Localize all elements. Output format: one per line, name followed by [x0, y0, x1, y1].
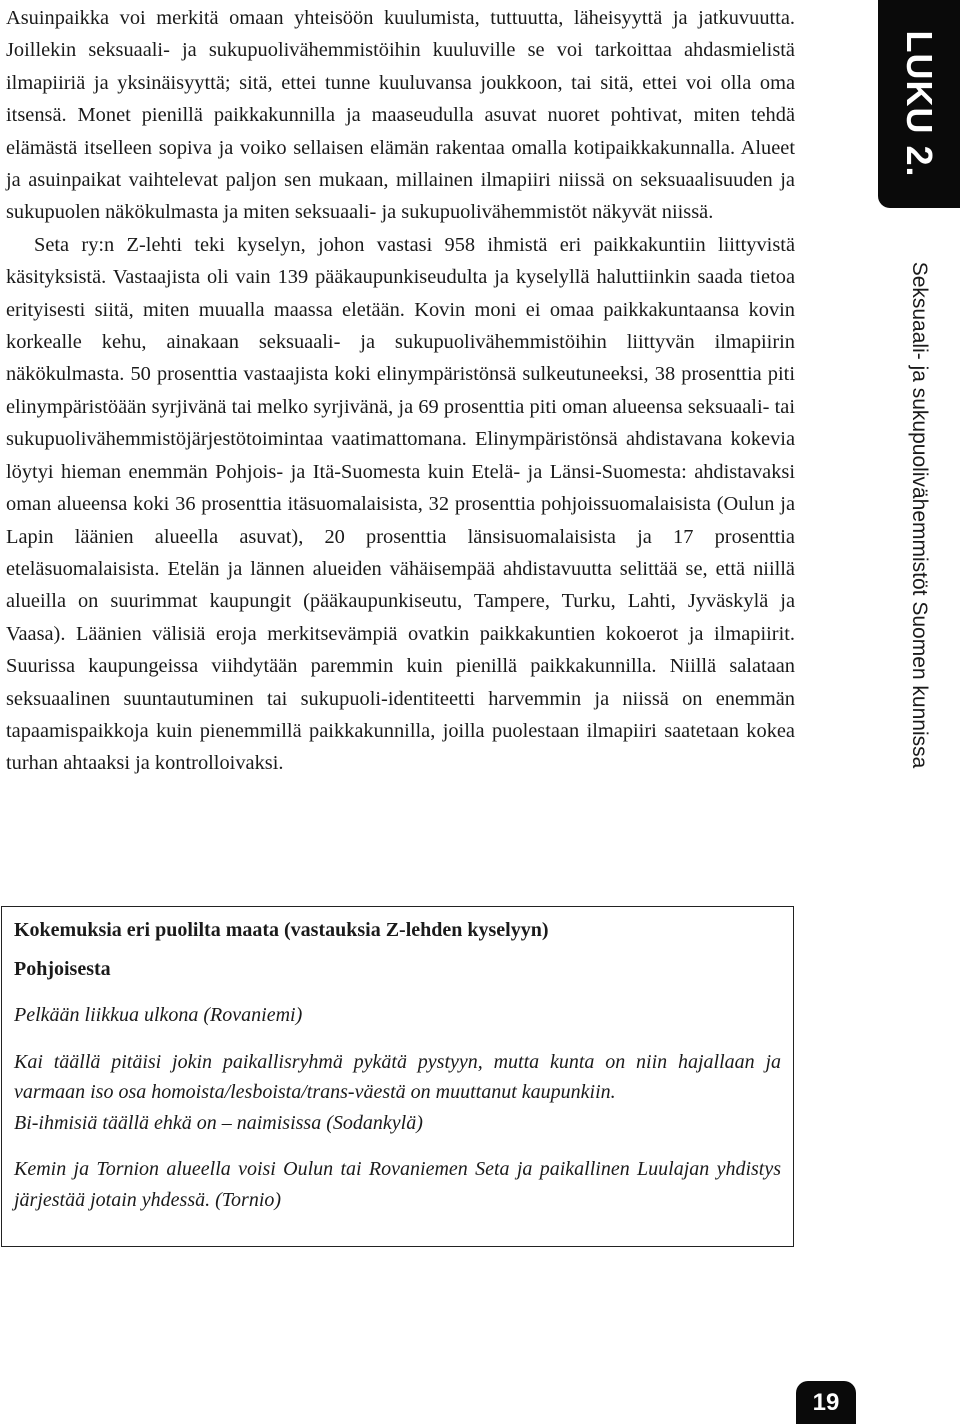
running-title: Seksuaali- ja sukupuolivähemmistöt Suomen kunnissa [908, 261, 931, 769]
chapter-label: LUKU 2. [899, 30, 940, 178]
body-paragraph: Asuinpaikka voi merkitä omaan yhteisöön kuulumista, tuttuutta, läheisyyttä ja jatkuvuutta. Joillekin seksuaali- ja sukupuolivähemmistöihin kuuluville se voi tarkoittaa ahdasmielistä ilmapiiriä ja yksinäisyyttä; sitä, ettei tunne kuuluvansa joukkoon, tai sitä, ettei voi olla oma itsensä. Monet pienillä paikkakunnilla ja maaseudulla asuvat nuoret pohtivat, miten tehdä elämästä itselleen sopiva ja voiko sellaisen elämän rakentaa omalla kotipaikkakunnalla. Alueet ja asuinpaikat vaihtelevat paljon sen mukaan, millainen ilmapiiri niissä on seksuaalisuuden ja sukupuolen näkökulmasta ja miten seksuaali- ja sukupuolivähemmistöt näkyvät niissä. [6, 7, 795, 224]
quote-line: Kemin ja Tornion alueella voisi Oulun tai Rovaniemen Seta ja paikallinen Luulajan yhdistys järjestää jotain yhdessä. (Tornio) [14, 1158, 781, 1211]
quote-line: Kai täällä pitäisi jokin paikallisryhmä pykätä pystyyn, mutta kunta on niin hajallaan ja varmaan iso osa homoista/lesboista/trans-väestä on muuttanut kaupunkiin. [14, 1050, 781, 1103]
body-paragraph: Seta ry:n Z-lehti teki kyselyn, johon vastasi 958 ihmistä eri paikkakuntiin liittyvistä käsityksistä. Vastaajista oli vain 139 pääkaupunkiseudulta ja kyselyllä haluttiinkin saada tietoa erityisesti siitä, miten muualla maassa eletään. Kovin moni ei omaa paikkakuntaansa kovin korkealle kehu, ainakaan seksuaali- ja sukupuolivähemmistöihin liittyvän ilmapiirin näkökulmasta. 50 prosenttia vastaajista koki elinympäristönsä sulkeutuneeksi, 38 prosenttia piti elinympäristöään syrjivänä tai melko syrjivänä, ja 69 prosenttia piti oman alueensa seksuaali- tai sukupuolivähemmistöjärjestötoimintaa vaatimattomana. Elinympäristönsä ahdistavana kokevia löytyi hieman enemmän Pohjois- ja Itä-Suomesta kuin Etelä- ja Länsi-Suomesta: ahdistavaksi oman alueensa koki 36 prosenttia itäsuomalaisista, 32 prosenttia pohjoissuomalaisista (Oulun ja Lapin läänien alueella asuvat), 20 prosenttia länsisuomalaisista ja 17 prosenttia eteläsuomalaisista. Etelän ja lännen alueiden vähäisempää ahdistavuutta selittää se, että niillä alueilla on suurimmat kaupungit (pääkaupunkiseutu, Tampere, Turku, Lahti, Jyväskylä ja Vaasa). Läänien välisiä eroja merkitsevämpiä ovatkin paikkakuntien kokoerot ja ilmapiirit. Suurissa kaupungeissa viihdytään paremmin kuin pienillä paikkakunnilla. Niillä salataan seksuaalinen suuntautuminen tai sukupuoli-identiteetti harvemmin ja niissä on enemmän tapaamispaikkoja kuin pienemmillä paikkakunnilla, joilla puolestaan ilmapiiri saatetaan kokea turhan ahtaaksi ja kontrolloivaksi. [6, 233, 795, 775]
quote-box [1, 906, 794, 1247]
quote [14, 1047, 781, 1139]
quote-line: Pelkään liikkua ulkona (Rovaniemi) [14, 1004, 303, 1026]
quote [14, 1154, 781, 1215]
quote-line: Bi-ihmisiä täällä ehkä on – naimisissa (Sodankylä) [14, 1111, 423, 1134]
body-text [6, 2, 795, 780]
region-heading: Pohjoisesta [14, 957, 111, 980]
page-number: 19 [796, 1381, 856, 1424]
box-title: Kokemuksia eri puolilta maata (vastauksia Z-lehden kyselyyn) [14, 919, 549, 941]
quote [14, 1000, 781, 1031]
chapter-tab [878, 0, 960, 208]
